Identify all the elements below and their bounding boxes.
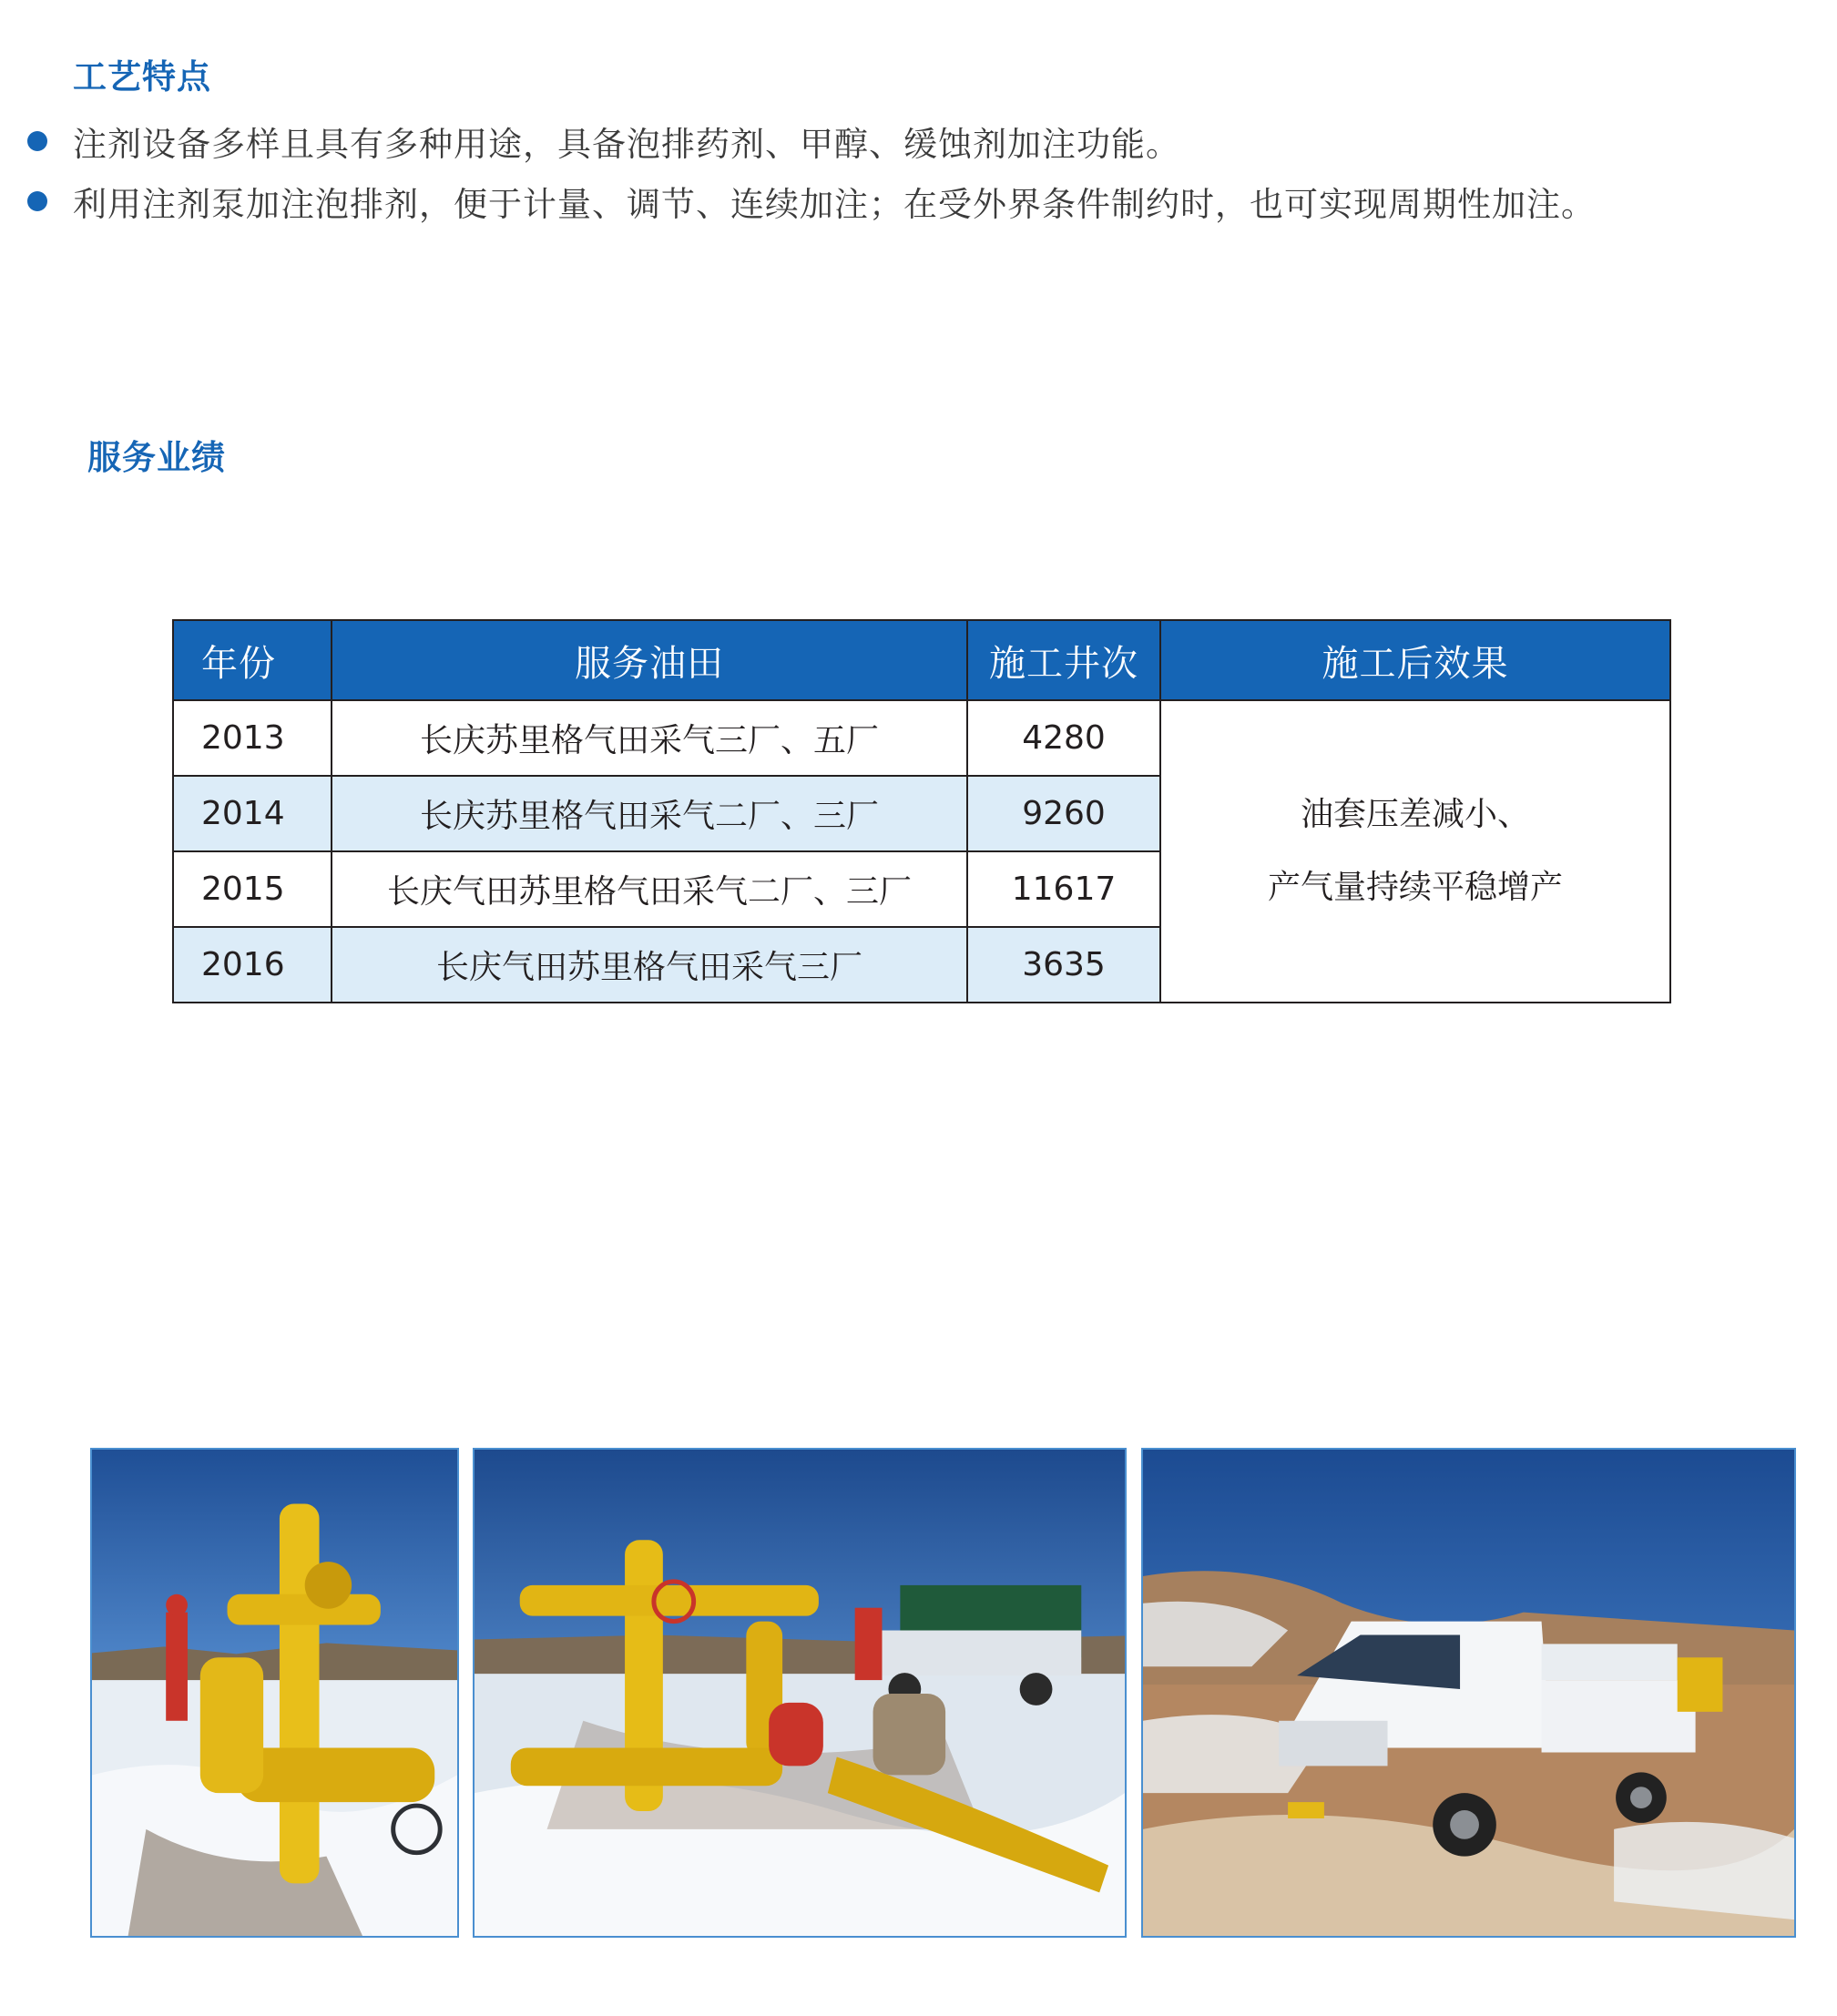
cell-field: 长庆苏里格气田采气三厂、五厂 (332, 700, 967, 776)
feature-text: 注剂设备多样且具有多种用途，具备泡排药剂、甲醇、缓蚀剂加注功能。 (73, 125, 1180, 164)
feature-text: 利用注剂泵加注泡排剂，便于计量、调节、连续加注；在受外界条件制约时，也可实现周期性加注。 (73, 185, 1596, 224)
photo-wellhead-truck (473, 1448, 1127, 1938)
effect-line: 产气量持续平稳增产 (1267, 869, 1563, 906)
photo-wellhead-worker-image (92, 1450, 457, 1936)
header-field: 服务油田 (332, 620, 967, 700)
performance-table (172, 619, 1671, 1003)
effect-line: 油套压差减小、 (1300, 796, 1530, 833)
performance-title: 服务业绩 (87, 438, 226, 477)
table-row (173, 700, 1670, 776)
photo-wellhead-worker (90, 1448, 459, 1938)
cell-wells: 11617 (967, 851, 1160, 927)
cell-year: 2013 (173, 700, 332, 776)
header-wells: 施工井次 (967, 620, 1160, 700)
bullet-icon (27, 191, 47, 211)
photo-service-truck (1141, 1448, 1796, 1938)
features-title: 工艺特点 (73, 57, 211, 97)
cell-field: 长庆气田苏里格气田采气二厂、三厂 (332, 851, 967, 927)
cell-year: 2016 (173, 927, 332, 1003)
cell-field: 长庆苏里格气田采气二厂、三厂 (332, 776, 967, 851)
photo-wellhead-truck-image (475, 1450, 1125, 1936)
list-item (26, 111, 1811, 171)
cell-year: 2014 (173, 776, 332, 851)
cell-year: 2015 (173, 851, 332, 927)
header-effect: 施工后效果 (1160, 620, 1670, 700)
cell-field: 长庆气田苏里格气田采气三厂 (332, 927, 967, 1003)
list-item (26, 171, 1811, 231)
table-header-row (173, 620, 1670, 700)
cell-wells: 9260 (967, 776, 1160, 851)
cell-wells: 3635 (967, 927, 1160, 1003)
cell-wells: 4280 (967, 700, 1160, 776)
features-list (26, 111, 1811, 231)
bullet-icon (27, 131, 47, 151)
cell-effect (1160, 700, 1670, 1003)
photo-service-truck-image (1143, 1450, 1794, 1936)
header-year: 年份 (173, 620, 332, 700)
